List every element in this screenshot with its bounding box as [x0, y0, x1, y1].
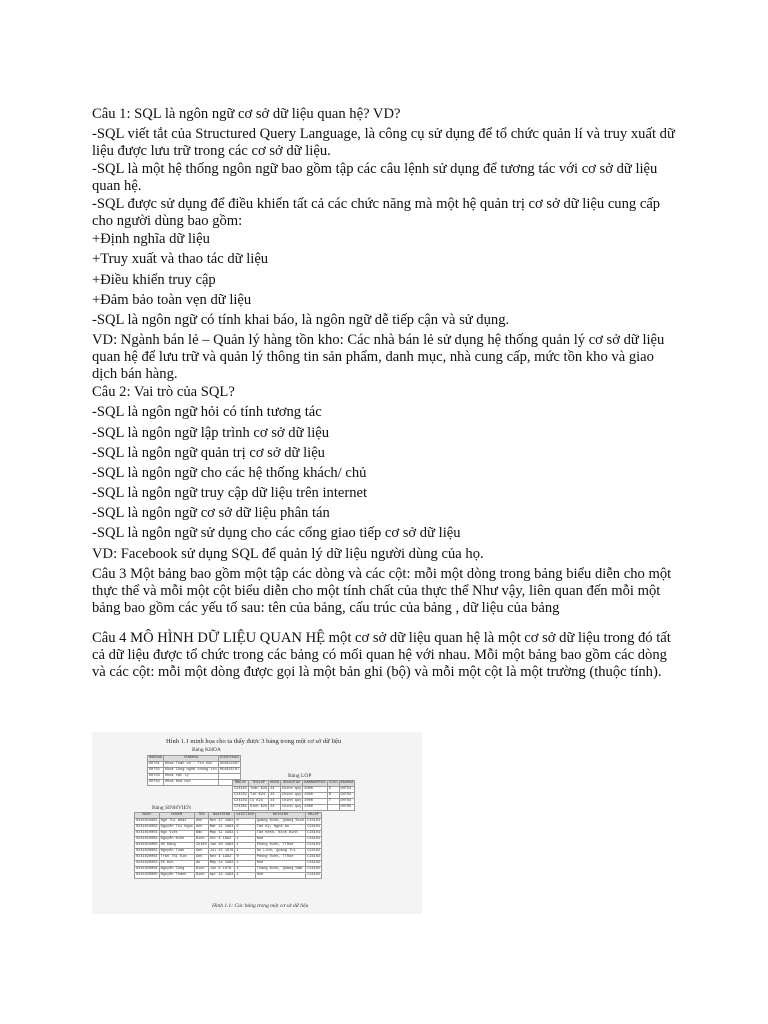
table-cell: Khoa Vật lý — [163, 774, 218, 780]
column-header: DIENTHOAI — [219, 756, 240, 760]
table-cell: Lý K24 — [248, 799, 268, 805]
table-cell: Ngô Thị Nhật — [159, 819, 194, 825]
lop-table — [232, 780, 355, 811]
q2-heading: Câu 2: Vai trò của SQL? — [92, 384, 235, 401]
table-cell: Anh — [194, 819, 208, 825]
table-cell: C24102 — [307, 867, 321, 871]
paragraph: -SQL được sử dụng để điều khiển tất cả các chức năng mà một hệ quản trị cơ sở dữ liệu cung cấp cho người dùng bao gồm: — [92, 196, 661, 230]
table-cell: 1 — [235, 849, 255, 855]
table-cell: Phong Điền, TTHuế — [255, 843, 305, 849]
table-cell: 0241010001 — [136, 819, 158, 823]
table-row — [233, 805, 355, 811]
table-cell: Bình — [194, 867, 208, 873]
table-cell: Huế — [255, 837, 305, 843]
table-cell: Bình — [194, 873, 208, 879]
table-cell: Thăng Bình, Quảng Nam — [255, 867, 305, 873]
table-cell: 0241020004 — [136, 867, 158, 871]
table-cell: 24 — [269, 799, 281, 805]
table-cell: 0 — [235, 825, 255, 831]
table-cell: DHT02 — [148, 768, 164, 774]
paragraph: -SQL là một hệ thống ngôn ngữ bao gồm tập các câu lệnh sử dụng để tương tác với cơ sở dữ liệu quan hệ. — [92, 161, 658, 195]
table-cell: 0 — [235, 855, 255, 861]
table-cell: Tân Kỳ, Nghệ An — [255, 825, 305, 831]
table-cell: May 24 1982 — [209, 861, 234, 865]
table-cell: C24101 — [307, 837, 321, 841]
table-cell: 1 — [235, 837, 255, 843]
table-cell: Võ Đức — [159, 861, 194, 867]
q3-paragraph: Câu 3 Một bảng bao gồm một tập các dòng và các cột: mỗi một dòng trong bảng biểu diễn cho một thực thể và mỗi một cột biểu diễn cho một tính chất của thực thể Như vậy, liên quan đến mỗi một bảng bao gồm các yếu tố sau: tên của bảng, cấu trúc của bảng , dữ liệu của bảng — [92, 565, 672, 616]
table-cell: Chính quy — [281, 805, 302, 809]
table-cell: Anh — [194, 825, 208, 831]
example-paragraph: VD: Facebook sử dụng SQL để quản lý dữ liệu người dùng của họ. — [92, 545, 484, 562]
table-cell: C24103 — [234, 799, 247, 803]
paragraph: -SQL là ngôn ngữ có tính khai báo, là ngôn ngữ dễ tiếp cận và sử dụng. — [92, 311, 510, 328]
table-cell: Chính quy — [281, 793, 302, 797]
table-cell: Ngô Việt — [159, 831, 194, 837]
column-header: MASV — [135, 813, 160, 819]
table-cell: 2000 — [303, 793, 328, 799]
column-header: TENLOP — [248, 781, 268, 787]
figure-title: Hình 1.1 minh họa cho ta thấy được 3 bảng trong một cơ sở dữ liệu — [166, 738, 342, 745]
table-cell: 1 — [235, 843, 255, 849]
column-header: KHOA — [270, 781, 279, 785]
role-item: -SQL là ngôn ngữ truy cập dữ liệu trên internet — [92, 485, 368, 502]
table-cell: C24101 — [307, 843, 321, 847]
table-cell: C24101 — [234, 787, 247, 791]
table-cell: Huế — [255, 873, 305, 879]
table-cell: Chính quy — [281, 799, 302, 803]
column-header: TENKHOA — [163, 756, 218, 762]
table-cell: May 11 1982 — [209, 831, 234, 835]
table-cell: 0241020003 — [136, 861, 158, 865]
table-cell: Tin K24 — [248, 793, 268, 799]
table-cell: Sinh K24 — [249, 805, 268, 809]
column-header: MAKHOA — [340, 781, 354, 785]
table-cell: 0241010005 — [136, 843, 158, 847]
table-cell: Anh — [194, 855, 208, 861]
column-header: NOISINH — [255, 813, 305, 819]
table-row — [135, 849, 322, 855]
table-header-row — [148, 756, 241, 762]
table-cell: Jan 20 1982 — [209, 843, 234, 847]
lop-table-label: Bảng LOP — [288, 773, 312, 779]
role-item: -SQL là ngôn ngữ cơ sở dữ liệu phân tán — [92, 505, 330, 522]
database-tables-figure — [92, 732, 422, 914]
role-item: -SQL là ngôn ngữ hỏi có tính tương tác — [92, 404, 322, 421]
table-cell: Huế — [255, 861, 305, 867]
table-cell: 5 — [327, 787, 339, 793]
table-cell: 0241020002 — [136, 855, 158, 859]
table-cell: 0241010003 — [136, 831, 158, 835]
table-cell: Khoa Hoá học — [163, 780, 218, 786]
table-cell: Jul 15 1979 — [209, 849, 234, 853]
table-cell: 0241020001 — [136, 849, 158, 853]
table-cell: DHT05 — [339, 805, 355, 811]
table-cell: Khoa Toán cơ - Tin học — [163, 762, 218, 768]
table-row — [135, 831, 322, 837]
table-cell: Nguyễn Thị Ngọc — [160, 825, 193, 829]
column-header: SISO — [328, 781, 338, 785]
table-cell: 24 — [269, 805, 281, 811]
table-cell: 1 — [235, 861, 255, 867]
sinhvien-table-label: Bảng SINHVIEN — [152, 805, 191, 811]
table-cell: 0241020005 — [136, 873, 158, 877]
table-cell: DHT03 — [148, 774, 164, 780]
table-cell: Mar 21 1983 — [209, 825, 234, 829]
table-cell: 0 — [235, 819, 255, 825]
table-cell: Bắc — [194, 831, 208, 837]
table-row — [135, 867, 322, 873]
table-cell: Jun 8 1979 — [208, 867, 235, 873]
table-cell — [327, 805, 339, 811]
table-cell: 0241010002 — [136, 825, 158, 829]
table-row — [135, 873, 322, 879]
figure-caption: Hình 1.1: Các bảng trong một cơ sở dữ liệu — [212, 903, 309, 909]
table-cell: C24102 — [307, 873, 321, 877]
bullet-item: +Điều khiển truy cập — [92, 271, 216, 288]
table-cell: 24 — [269, 787, 281, 793]
table-cell: Chính quy — [281, 787, 302, 791]
table-cell: 7 — [327, 799, 339, 805]
table-cell: Nguyễn Đình — [159, 837, 194, 843]
column-header: HODEM — [159, 813, 194, 819]
table-cell: Tân Kênh, Ninh Bình — [255, 831, 305, 837]
table-cell: 2000 — [303, 805, 328, 811]
column-header: GIOITINH — [236, 813, 254, 817]
table-cell: 24 — [269, 793, 281, 799]
column-header: MALOP — [306, 813, 322, 819]
table-row — [148, 780, 241, 786]
table-cell: 054826767 — [219, 768, 240, 772]
table-cell: C24102 — [234, 793, 247, 797]
table-cell: C24102 — [307, 849, 321, 853]
khoa-table-label: Bảng KHOA — [192, 747, 221, 753]
q4-paragraph: Câu 4 MÔ HÌNH DỮ LIỆU QUAN HỆ một cơ sở dữ liệu quan hệ là một cơ sở dữ liệu trong đó tất cả dữ liệu được tổ chức trong các bảng có mối quan hệ với nhau. Mỗi một bảng bao gồm các dòng và các cột: mỗi một dòng được gọi là một bản ghi (bộ) và mỗi một cột là một trường (thuộc tính). — [92, 629, 671, 680]
table-cell: C24102 — [307, 855, 321, 859]
table-cell: C24102 — [307, 861, 321, 865]
role-item: -SQL là ngôn ngữ lập trình cơ sở dữ liệu — [92, 424, 330, 441]
table-cell: Hồ Đăng — [159, 843, 194, 849]
table-cell: 2000 — [303, 799, 328, 805]
q1-heading: Câu 1: SQL là ngôn ngữ cơ sở dữ liệu quan hệ? VD? — [92, 106, 401, 122]
table-cell: Ân — [194, 861, 208, 867]
table-cell: 0241010004 — [136, 837, 158, 841]
table-cell: 1 — [235, 867, 255, 873]
table-cell: 1 — [235, 831, 255, 837]
table-cell: Nov 4 1982 — [208, 855, 235, 861]
table-cell: 1 — [235, 873, 255, 879]
column-header: MALOP — [233, 781, 249, 787]
table-row — [135, 819, 322, 825]
column-header: MAKHOA — [149, 756, 162, 760]
sinhvien-table — [134, 812, 322, 879]
role-item: -SQL là ngôn ngữ quản trị cơ sở dữ liệu — [92, 444, 325, 461]
column-header: HEDAOTAO — [280, 781, 302, 787]
khoa-table — [147, 755, 241, 786]
table-cell: 8 — [327, 793, 339, 799]
example-paragraph: VD: Ngành bán lẻ – Quản lý hàng tồn kho: Các nhà bán lẻ sử dụng hệ thống quản lý cơ sở dữ liệu quan hệ để lưu trữ và quản lý thông tin sản phẩm, danh mục, nhà cung cấp, mức tồn kho và giao dịch bán hàng. — [92, 332, 665, 383]
table-cell: Nguyễn Thanh — [159, 873, 194, 879]
table-cell: 054822407 — [219, 762, 240, 766]
table-cell: DHT03 — [339, 799, 355, 805]
table-cell: Apr 24 1982 — [209, 873, 234, 877]
column-header: NAMNHAPHOC — [304, 781, 326, 785]
table-cell: DHT02 — [339, 793, 355, 799]
table-cell: Quảng Ninh, Quảng Bình — [256, 819, 305, 823]
table-cell: 2000 — [303, 787, 328, 793]
table-cell: Trần Thị Kim — [159, 855, 194, 861]
table-cell: Nov 27 1982 — [209, 819, 234, 823]
table-cell: C24101 — [307, 825, 321, 829]
table-cell: C24101 — [307, 819, 321, 823]
table-cell: Anh — [194, 849, 208, 855]
table-cell: Oct 6 1982 — [208, 837, 235, 843]
table-cell: C24101 — [307, 831, 321, 835]
table-cell: Do Linh, Quảng Trị — [255, 849, 305, 855]
table-cell: Khoa Công nghệ thông tin — [164, 768, 217, 772]
column-header: TEN — [194, 813, 208, 819]
document-body — [92, 106, 678, 682]
table-cell: Nguyễn Công — [159, 867, 194, 873]
role-item: -SQL là ngôn ngữ cho các hệ thống khách/ chủ — [92, 464, 367, 481]
bullet-item: +Đảm bảo toàn vẹn dữ liệu — [92, 291, 252, 308]
table-cell: C24301 — [234, 805, 247, 809]
table-cell: Phong Điền, TTHuế — [255, 855, 305, 861]
bullet-item: +Định nghĩa dữ liệu — [92, 231, 210, 248]
table-cell: Nguyễn Tuấn — [159, 849, 194, 855]
table-cell: DHT04 — [148, 780, 164, 786]
table-cell: DHT01 — [148, 762, 164, 768]
table-cell: Bình — [194, 837, 208, 843]
table-cell: Toán K24 — [249, 787, 268, 791]
bullet-item: +Truy xuất và thao tác dữ liệu — [92, 251, 269, 268]
column-header: NGAYSINH — [208, 813, 235, 819]
paragraph: -SQL viết tắt của Structured Query Language, là công cụ sử dụng để tổ chức quản lí và truy xuất dữ liệu được lưu trữ trong các cơ sở dữ liệu. — [92, 126, 675, 160]
table-cell: DHT01 — [339, 787, 355, 793]
role-item: -SQL là ngôn ngữ sử dụng cho các cổng giao tiếp cơ sở dữ liệu — [92, 525, 461, 542]
table-cell: Chiến — [195, 843, 207, 847]
